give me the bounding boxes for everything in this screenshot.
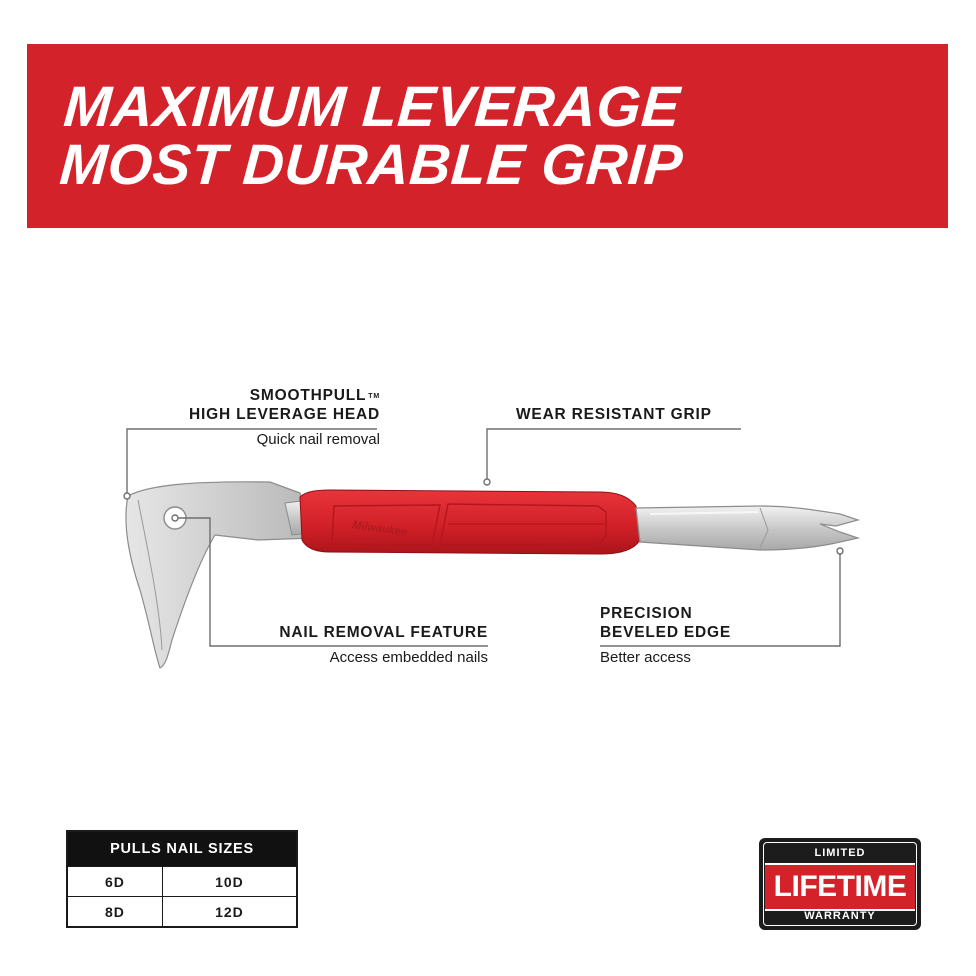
warranty-badge — [759, 838, 921, 930]
callout-beveled-edge — [600, 604, 731, 667]
callout-smoothpull-head — [189, 386, 380, 449]
table-cell: 8D — [67, 897, 162, 928]
grip — [300, 490, 640, 554]
callout-bevel-title-2: BEVELED EDGE — [600, 624, 732, 641]
headline-line-1: MAXIMUM LEVERAGE — [61, 75, 683, 139]
callout-head-title-1: SMOOTHPULL — [249, 387, 367, 404]
svg-text:Milwaukee: Milwaukee — [351, 519, 408, 539]
callout-nail-title: NAIL REMOVAL FEATURE — [279, 624, 488, 641]
warranty-middle: LIFETIME — [765, 863, 915, 911]
headline-line-2: MOST DURABLE GRIP — [57, 133, 685, 197]
callout-bevel-title-1: PRECISION — [600, 605, 693, 622]
table-cell: 10D — [162, 867, 297, 897]
callout-nail-removal — [279, 623, 488, 667]
trademark-symbol: TM — [368, 393, 380, 400]
table-cell: 12D — [162, 897, 297, 928]
nail-table-header: PULLS NAIL SIZES — [67, 831, 297, 867]
callout-grip-title: WEAR RESISTANT GRIP — [516, 406, 712, 423]
callout-bevel-desc: Better access — [600, 649, 691, 666]
table-cell: 6D — [67, 867, 162, 897]
table-row — [67, 867, 297, 897]
callout-nail-desc: Access embedded nails — [329, 649, 488, 666]
warranty-bottom: WARRANTY — [804, 910, 876, 922]
warranty-top: LIMITED — [814, 847, 866, 859]
blade — [636, 506, 858, 550]
callout-head-desc: Quick nail removal — [256, 431, 380, 448]
nail-size-table — [66, 830, 298, 928]
callout-grip — [516, 405, 712, 424]
callout-head-title-2: HIGH LEVERAGE HEAD — [189, 406, 380, 423]
table-row — [67, 897, 297, 928]
